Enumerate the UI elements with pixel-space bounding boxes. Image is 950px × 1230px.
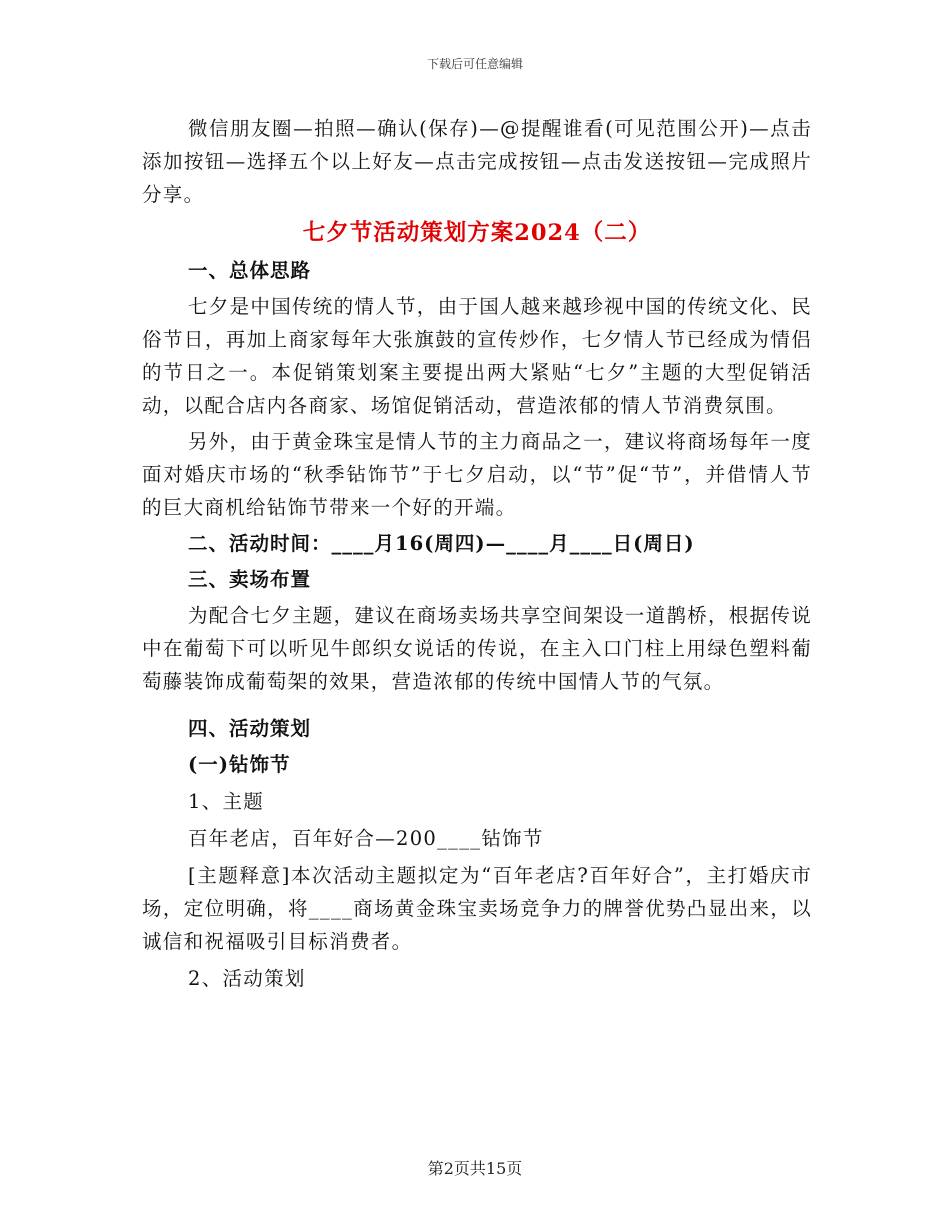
subheading-activity-planning: 2、活动策划: [188, 967, 306, 990]
paragraph-theme-explanation: [主题释意]本次活动主题拟定为“百年老店?百年好合”，主打婚庆市场，定位明确，将____商场黄金珠宝卖场竞争力的牌誉优势凸显出来，以诚信和祝福吸引目标消费者。: [142, 864, 812, 953]
theme-text: 百年老店，百年好合—200____钻饰节: [188, 827, 544, 850]
page-header: 下载后可任意编辑: [426, 57, 523, 71]
paragraph-overall-idea: 七夕是中国传统的情人节，由于国人越来越珍视中国的传统文化、民俗节日，再加上商家每年大张旗鼓的宣传炒作，七夕情人节已经成为情侣的节日之一。本促销策划案主要提出两大紧贴“七夕”主题的大型促销活动，以配合店内各商家、场馆促销活动，营造浓郁的情人节消费氛围。: [142, 295, 813, 417]
document-body: [142, 112, 812, 999]
paragraph-venue-layout: 为配合七夕主题，建议在商场卖场共享空间架设一道鹊桥，根据传说中在葡萄下可以听见牛郎织女说话的传说，在主入口门柱上用绿色塑料葡萄藤装饰成葡萄架的效果，营造浓郁的传统中国情人节的气氛。: [142, 604, 813, 693]
page-footer: 第2页共15页: [427, 1159, 523, 1178]
subheading-theme: 1、主题: [188, 790, 265, 813]
intro-paragraph: 微信朋友圈—拍照—确认(保存)—@提醒谁看(可见范围公开)—点击添加按钮—选择五个以上好友—点击完成按钮—点击发送按钮—完成照片分享。: [142, 117, 812, 206]
section-title: 七夕节活动策划方案2024（二）: [302, 220, 652, 246]
paragraph-jewelry: 另外，由于黄金珠宝是情人节的主力商品之一，建议将商场每年一度面对婚庆市场的“秋季钻饰节”于七夕启动，以“节”促“节”，并借情人节的巨大商机给钻饰节带来一个好的开端。: [142, 430, 813, 519]
heading-activity-planning: 四、活动策划: [188, 717, 312, 740]
heading-activity-time: 二、活动时间：____月16(周四)—____月____日(周日): [188, 532, 695, 555]
heading-diamond-festival: (一)钻饰节: [188, 753, 291, 776]
heading-overall-idea: 一、总体思路: [188, 259, 312, 282]
heading-venue-layout: 三、卖场布置: [188, 568, 312, 591]
